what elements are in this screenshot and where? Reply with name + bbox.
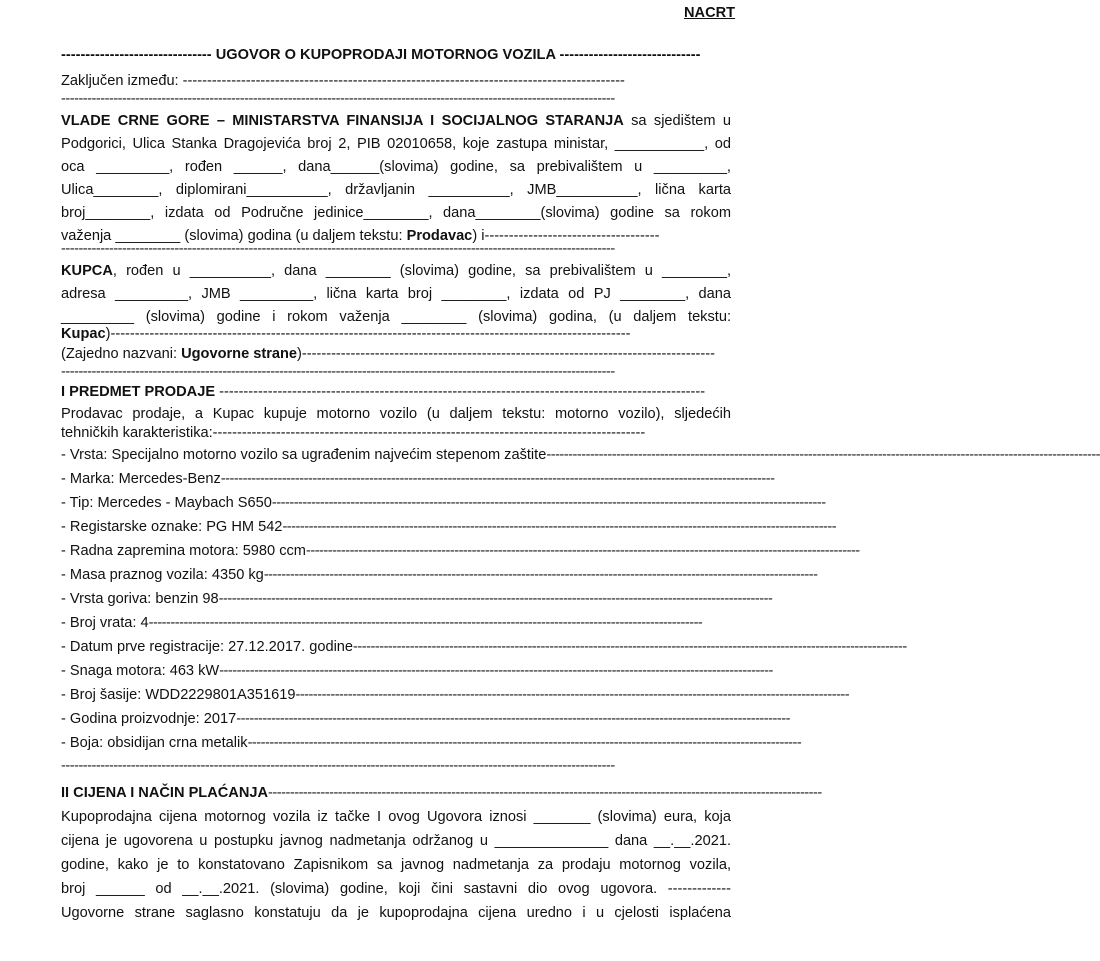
spec-item: - Snaga motora: 463 kW ------------------------------------------------------------------------------------------------------------------------------- xyxy=(61,663,773,679)
section-1-intro-1: Prodavac prodaje, a Kupac kupuje motorno vozilo (u daljem tekstu: motorno vozilo), sljedećih xyxy=(61,406,731,422)
section-1-heading: I PREDMET PRODAJE ---------------------------------------------------------------------------------------------------- xyxy=(61,384,706,400)
seller-line-6: važenja ________ (slovima) godina (u daljem tekstu: Prodavac) i------------------------------------ xyxy=(61,228,660,244)
contract-title: ------------------------------- UGOVOR O KUPOPRODAJI MOTORNOG VOZILA ----------------------------- xyxy=(61,47,701,63)
spec-item: - Tip: Mercedes - Maybach S650 ------------------------------------------------------------------------------------------------------------------------------- xyxy=(61,495,826,511)
draft-label: NACRT xyxy=(684,5,736,21)
section-2-line-5: Ugovorne strane saglasno konstatuju da je kupoprodajna cijena uredno i u cjelosti isplaćena xyxy=(61,905,731,921)
spec-item: - Broj vrata: 4 ------------------------------------------------------------------------------------------------------------------------------- xyxy=(61,615,703,631)
buyer-line-4: Kupac)----------------------------------------------------------------------------------------------------------- xyxy=(61,326,631,342)
seller-line-2: Podgorici, Ulica Stanka Dragojevića broj 2, PIB 02010658, koje zastupa ministar, ___________, od xyxy=(61,136,731,152)
section-1-intro-2: tehničkih karakteristika:----------------------------------------------------------------------------------------- xyxy=(61,425,646,441)
section-1-title: I PREDMET PRODAJE xyxy=(61,384,216,400)
section-2-title: II CIJENA I NAČIN PLAĆANJA xyxy=(61,785,269,801)
buyer-line-2: adresa _________, JMB _________, lična karta broj ________, izdata od PJ ________, dana xyxy=(61,286,731,302)
parties-line: (Zajedno nazvani: Ugovorne strane)------------------------------------------------------------------------------------- xyxy=(61,346,715,362)
section-2-line-2: cijena je ugovorena u postupku javnog nadmetanja održanog u ______________ dana __.__.2021. xyxy=(61,833,731,849)
seller-line-5: broj________, izdata od Područne jedinice________, dana________(slovima) godine sa rokom xyxy=(61,205,731,221)
spec-item: - Registarske oznake: PG HM 542 ------------------------------------------------------------------------------------------------------------------------------- xyxy=(61,519,837,535)
separator-dashes: ------------------------------------------------------------------------------------------------------------------------------- xyxy=(61,91,615,107)
spec-item: - Vrsta: Specijalno motorno vozilo sa ugrađenim najvećim stepenom zaštite ------------------------------------------------------------------------------------------------------------------------------- xyxy=(61,447,1100,463)
buyer-name: KUPCA xyxy=(61,263,113,279)
concluded-between: Zaključen između: ------------------------------------------------------------------------------------------- xyxy=(61,73,625,89)
seller-role: Prodavac xyxy=(406,228,473,244)
spec-item: - Radna zapremina motora: 5980 ccm ------------------------------------------------------------------------------------------------------------------------------- xyxy=(61,543,860,559)
separator-dashes: ------------------------------------------------------------------------------------------------------------------------------- xyxy=(61,758,615,774)
buyer-line-1: KUPCA, rođen u __________, dana ________ (slovima) godine, sa prebivalištem u ________, xyxy=(61,263,731,279)
spec-item: - Broj šasije: WDD2229801A351619 ------------------------------------------------------------------------------------------------------------------------------- xyxy=(61,687,850,703)
spec-item: - Datum prve registracije: 27.12.2017. godine ------------------------------------------------------------------------------------------------------------------------------- xyxy=(61,639,907,655)
spec-item: - Masa praznog vozila: 4350 kg ------------------------------------------------------------------------------------------------------------------------------- xyxy=(61,567,818,583)
seller-line-3: oca _________, rođen ______, dana______(slovima) godine, sa prebivalištem u _________, xyxy=(61,159,731,175)
separator-dashes: ------------------------------------------------------------------------------------------------------------------------------- xyxy=(61,364,615,380)
buyer-role: Kupac xyxy=(61,326,106,342)
contract-title-line xyxy=(61,46,731,64)
section-2-line-1: Kupoprodajna cijena motornog vozila iz tačke I ovog Ugovora iznosi _______ (slovima) eura, koja xyxy=(61,809,731,825)
section-2-line-3: godine, kako je to konstatovano Zapisnikom sa javnog nadmetanja za prodaju motornog vozila, xyxy=(61,857,731,873)
section-2-line-4: broj ______ od __.__.2021. (slovima) godine, koji čini sastavni dio ovog ugovora. ------------- xyxy=(61,881,731,897)
spec-item: - Boja: obsidijan crna metalik ------------------------------------------------------------------------------------------------------------------------------- xyxy=(61,735,802,751)
separator-dashes: ------------------------------------------------------------------------------------------------------------------------------- xyxy=(61,241,615,257)
spec-item: - Godina proizvodnje: 2017 ------------------------------------------------------------------------------------------------------------------------------- xyxy=(61,711,790,727)
parties-role: Ugovorne strane xyxy=(181,346,298,362)
buyer-line-3: _________ (slovima) godine i rokom važenja ________ (slovima) godina, (u daljem tekstu: xyxy=(61,309,731,325)
section-2-heading: II CIJENA I NAČIN PLAĆANJA ------------------------------------------------------------------------------------------------------------------------------- xyxy=(61,785,822,801)
spec-item: - Vrsta goriva: benzin 98 ------------------------------------------------------------------------------------------------------------------------------- xyxy=(61,591,773,607)
seller-line-1: VLADE CRNE GORE – MINISTARSTVA FINANSIJA I SOCIJALNOG STARANJA sa sjedištem u xyxy=(61,113,731,129)
spec-item: - Marka: Mercedes-Benz ------------------------------------------------------------------------------------------------------------------------------- xyxy=(61,471,775,487)
seller-name: VLADE CRNE GORE – MINISTARSTVA FINANSIJA I SOCIJALNOG STARANJA xyxy=(61,113,624,129)
seller-line-4: Ulica________, diplomirani__________, državljanin __________, JMB__________, lična karta xyxy=(61,182,731,198)
